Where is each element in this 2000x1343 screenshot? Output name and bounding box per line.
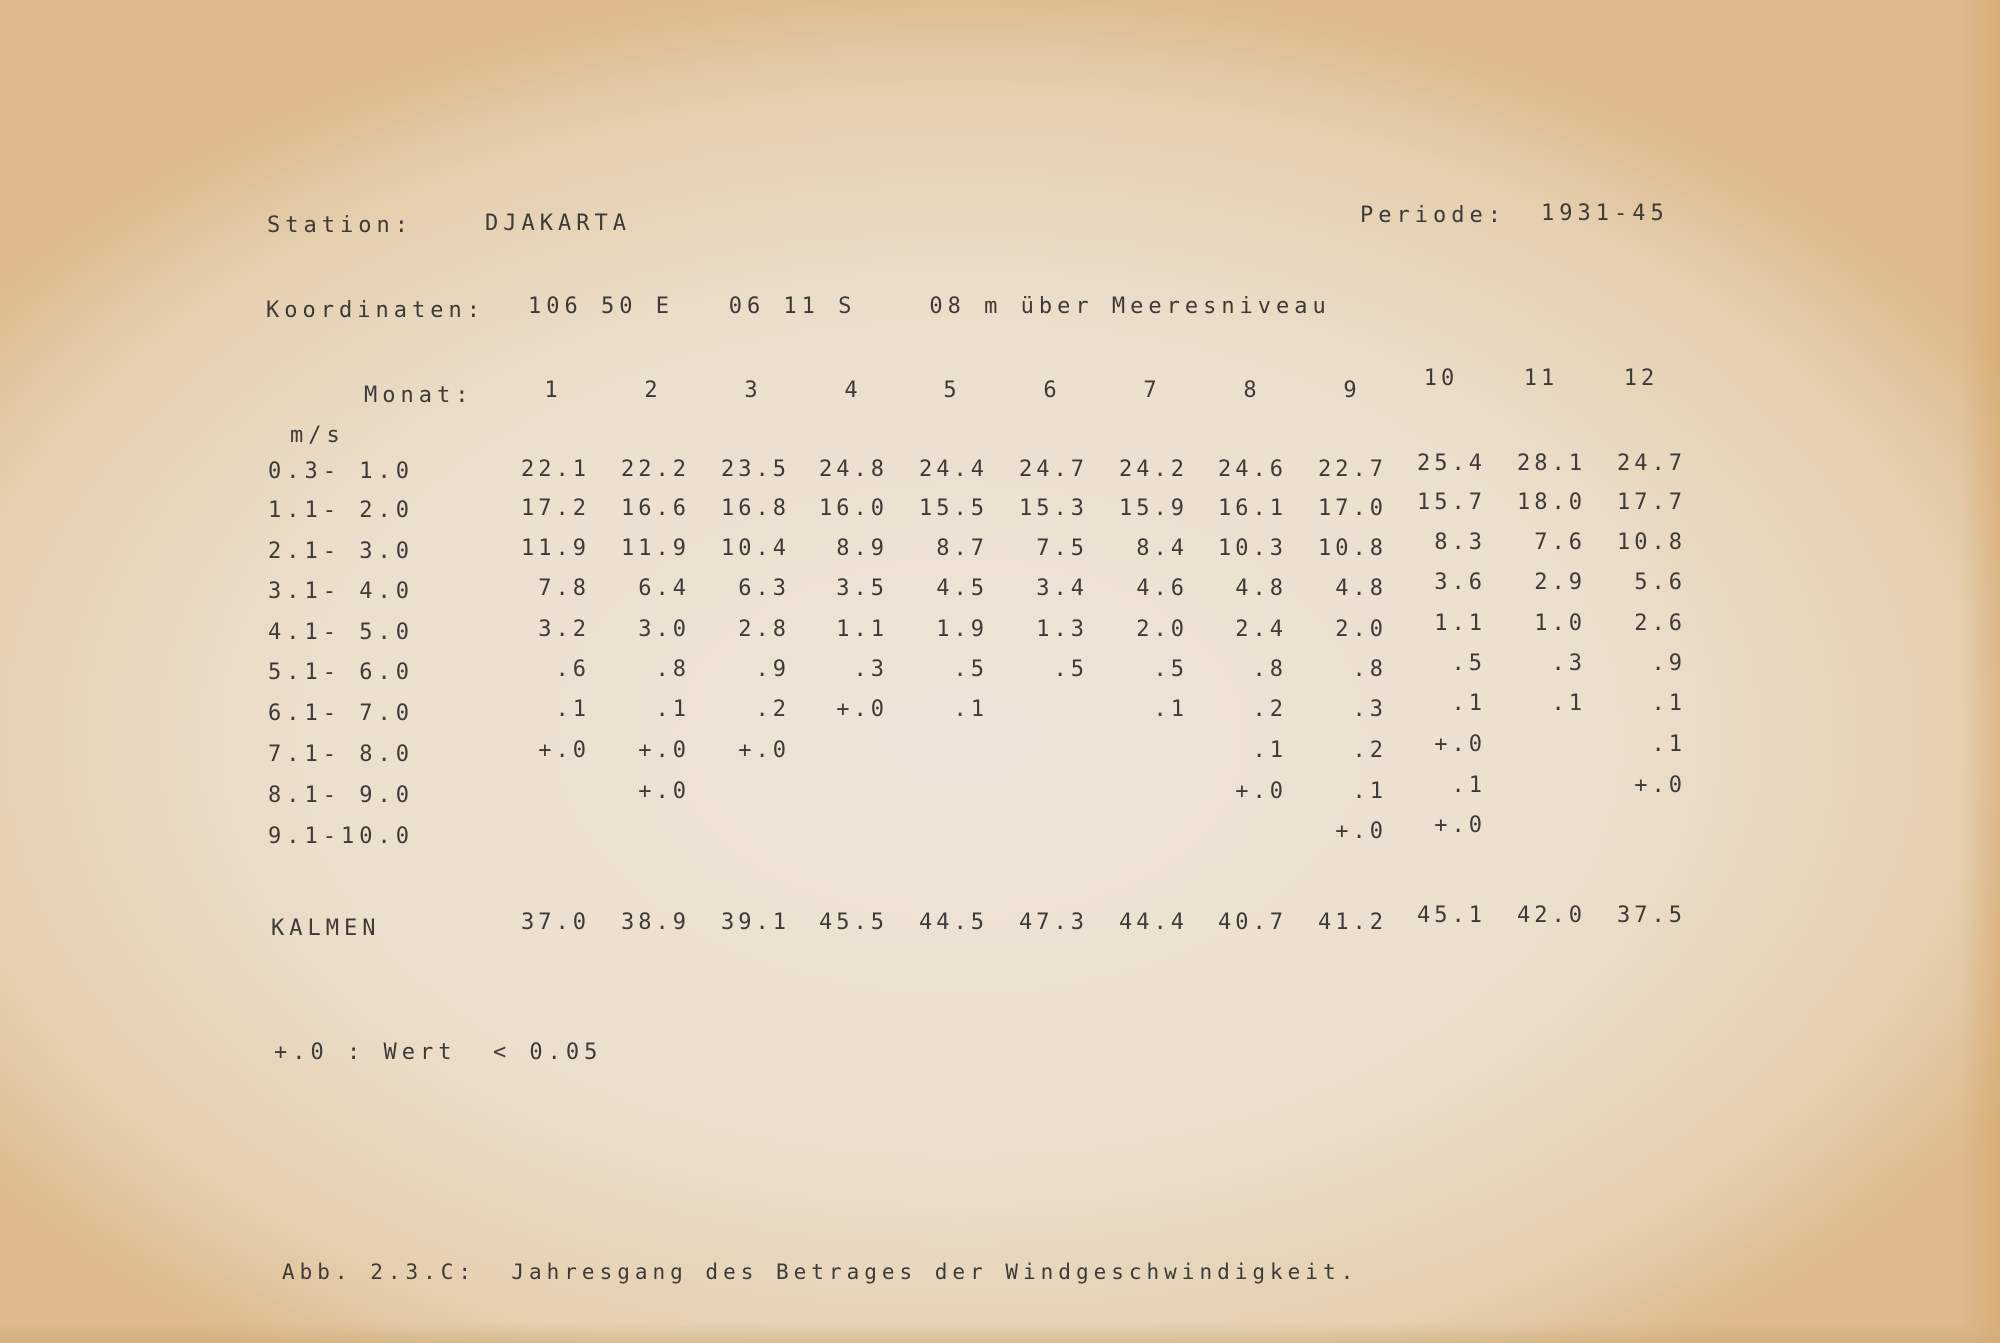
paper-edge-shadow xyxy=(1960,0,2000,1343)
table-cell: 15.3 xyxy=(1019,495,1088,521)
calm-value: 45.1 xyxy=(1417,903,1486,928)
table-cell: 5.6 xyxy=(1634,570,1686,596)
calm-value: 42.0 xyxy=(1517,903,1586,928)
footnote: +.0 : Wert < 0.05 xyxy=(274,1040,603,1065)
month-header: 8 xyxy=(1243,378,1261,403)
calm-value: 37.0 xyxy=(521,910,590,935)
table-cell: 15.5 xyxy=(919,495,988,521)
speed-range-label: 4.1- 5.0 xyxy=(268,620,414,645)
unit-label: m/s xyxy=(290,423,345,448)
month-header: 6 xyxy=(1043,378,1061,403)
table-cell: .1 xyxy=(555,697,590,723)
table-cell: 1.0 xyxy=(1534,610,1586,636)
table-cell: 3.4 xyxy=(1036,576,1088,602)
table-cell: 24.7 xyxy=(1019,457,1088,482)
table-cell: 16.6 xyxy=(621,495,690,521)
speed-range-label: 1.1- 2.0 xyxy=(268,498,414,523)
table-cell: 15.7 xyxy=(1417,489,1486,515)
table-cell: 1.9 xyxy=(936,616,988,642)
table-cell: .9 xyxy=(755,656,790,682)
table-cell: 7.8 xyxy=(538,576,590,602)
table-cell: 8.9 xyxy=(836,536,888,562)
table-cell: .3 xyxy=(1551,650,1586,676)
table-cell: 1.3 xyxy=(1036,616,1088,642)
calm-value: 38.9 xyxy=(621,910,690,935)
station-label: Station: xyxy=(267,213,413,238)
table-cell: .5 xyxy=(1053,656,1088,682)
speed-range-label: 3.1- 4.0 xyxy=(268,579,414,604)
calm-value: 45.5 xyxy=(819,910,888,935)
table-cell: 3.2 xyxy=(538,616,590,642)
table-cell: +.0 xyxy=(836,697,888,723)
table-cell: .5 xyxy=(1153,656,1188,682)
table-cell: .3 xyxy=(853,656,888,682)
month-header: 5 xyxy=(943,378,961,403)
table-cell: 10.3 xyxy=(1218,536,1287,562)
table-cell: .1 xyxy=(1551,691,1586,717)
table-cell: +.0 xyxy=(638,737,690,763)
table-cell: .1 xyxy=(1352,778,1387,804)
table-cell: 24.7 xyxy=(1617,451,1686,476)
calm-value: 41.2 xyxy=(1318,910,1387,935)
table-cell: 16.8 xyxy=(721,495,790,521)
speed-range-label: 7.1- 8.0 xyxy=(268,742,414,767)
table-cell: 24.2 xyxy=(1119,457,1188,482)
month-header: 3 xyxy=(744,378,762,403)
table-cell: 8.7 xyxy=(936,536,988,562)
period-value: 1931-45 xyxy=(1541,201,1669,226)
table-cell: .1 xyxy=(1252,737,1287,763)
table-cell: 11.9 xyxy=(621,536,690,562)
table-cell: 15.9 xyxy=(1119,495,1188,521)
table-cell: 1.1 xyxy=(836,616,888,642)
table-cell: .8 xyxy=(1252,656,1287,682)
table-cell: .1 xyxy=(953,697,988,723)
month-header: 2 xyxy=(644,378,662,403)
speed-range-label: 6.1- 7.0 xyxy=(268,701,414,726)
table-cell: 4.6 xyxy=(1136,576,1188,602)
station-name: DJAKARTA xyxy=(485,211,631,236)
calm-value: 44.4 xyxy=(1119,910,1188,935)
speed-range-label: 9.1-10.0 xyxy=(268,824,414,849)
speed-range-label: 8.1- 9.0 xyxy=(268,783,414,808)
table-cell: .1 xyxy=(1651,691,1686,717)
table-cell: .1 xyxy=(1451,772,1486,798)
month-header: 1 xyxy=(544,378,562,403)
speed-range-label: 0.3- 1.0 xyxy=(268,459,414,484)
paper-bottom-shadow xyxy=(0,1323,2000,1343)
table-cell: .5 xyxy=(953,656,988,682)
table-cell: 24.4 xyxy=(919,457,988,482)
coordinates-label: Koordinaten: xyxy=(266,298,485,323)
table-cell: 2.0 xyxy=(1335,616,1387,642)
coordinates-value: 106 50 E 06 11 S 08 m über Meeresniveau xyxy=(528,294,1331,319)
calm-value: 40.7 xyxy=(1218,910,1287,935)
table-cell: 2.8 xyxy=(738,616,790,642)
month-header: 12 xyxy=(1623,366,1659,391)
table-cell: .1 xyxy=(655,697,690,723)
table-cell: 10.8 xyxy=(1617,530,1686,556)
table-cell: 6.4 xyxy=(638,576,690,602)
table-cell: 28.1 xyxy=(1517,451,1586,476)
speed-range-label: 2.1- 3.0 xyxy=(268,539,414,564)
table-cell: 3.6 xyxy=(1434,570,1486,596)
table-cell: 2.4 xyxy=(1235,616,1287,642)
table-cell: 16.0 xyxy=(819,495,888,521)
table-cell: 4.8 xyxy=(1335,576,1387,602)
month-header: 7 xyxy=(1143,378,1161,403)
table-cell: 4.8 xyxy=(1235,576,1287,602)
month-header: 10 xyxy=(1423,366,1459,391)
table-cell: 10.8 xyxy=(1318,536,1387,562)
table-cell: 4.5 xyxy=(936,576,988,602)
table-cell: 11.9 xyxy=(521,536,590,562)
month-header: 9 xyxy=(1343,378,1361,403)
table-cell: 2.0 xyxy=(1136,616,1188,642)
table-cell: .8 xyxy=(1352,656,1387,682)
table-cell: 17.2 xyxy=(521,495,590,521)
table-cell: 17.7 xyxy=(1617,489,1686,515)
table-cell: .2 xyxy=(1252,697,1287,723)
table-cell: +.0 xyxy=(1634,772,1686,798)
speed-range-label: 5.1- 6.0 xyxy=(268,660,414,685)
table-cell: .1 xyxy=(1153,697,1188,723)
table-cell: 3.5 xyxy=(836,576,888,602)
table-cell: 25.4 xyxy=(1417,451,1486,476)
table-cell: 2.9 xyxy=(1534,570,1586,596)
calm-value: 44.5 xyxy=(919,910,988,935)
table-cell: +.0 xyxy=(1434,731,1486,757)
table-cell: 17.0 xyxy=(1318,495,1387,521)
table-cell: 22.1 xyxy=(521,457,590,482)
calm-value: 37.5 xyxy=(1617,903,1686,928)
calm-label: KALMEN xyxy=(271,916,381,941)
table-cell: .9 xyxy=(1651,650,1686,676)
calm-value: 47.3 xyxy=(1019,910,1088,935)
table-cell: .8 xyxy=(655,656,690,682)
table-cell: .2 xyxy=(1352,737,1387,763)
table-cell: .3 xyxy=(1352,697,1387,723)
period-label: Periode: xyxy=(1360,203,1506,228)
table-cell: +.0 xyxy=(738,737,790,763)
table-cell: 10.4 xyxy=(721,536,790,562)
table-cell: 1.1 xyxy=(1434,610,1486,636)
table-cell: 22.2 xyxy=(621,457,690,482)
table-cell: 7.6 xyxy=(1534,530,1586,556)
calm-value: 39.1 xyxy=(721,910,790,935)
table-cell: .5 xyxy=(1451,650,1486,676)
table-cell: .2 xyxy=(755,697,790,723)
table-cell: 16.1 xyxy=(1218,495,1287,521)
figure-caption: Abb. 2.3.C: Jahresgang des Betrages der Windgeschwindigkeit. xyxy=(282,1260,1359,1284)
table-cell: .1 xyxy=(1451,691,1486,717)
table-cell: 23.5 xyxy=(721,457,790,482)
table-cell: .1 xyxy=(1651,731,1686,757)
table-cell: 24.6 xyxy=(1218,457,1287,482)
table-cell: 3.0 xyxy=(638,616,690,642)
month-header: 11 xyxy=(1523,366,1559,391)
table-cell: +.0 xyxy=(1335,819,1387,845)
table-cell: 7.5 xyxy=(1036,536,1088,562)
table-cell: 2.6 xyxy=(1634,610,1686,636)
table-cell: 18.0 xyxy=(1517,489,1586,515)
table-cell: +.0 xyxy=(538,737,590,763)
month-header: 4 xyxy=(844,378,862,403)
table-cell: 8.3 xyxy=(1434,530,1486,556)
month-label: Monat: xyxy=(364,383,474,408)
table-cell: 6.3 xyxy=(738,576,790,602)
table-cell: 24.8 xyxy=(819,457,888,482)
table-cell: .6 xyxy=(555,656,590,682)
table-cell: 8.4 xyxy=(1136,536,1188,562)
table-cell: +.0 xyxy=(1235,778,1287,804)
table-cell: +.0 xyxy=(638,778,690,804)
table-cell: 22.7 xyxy=(1318,457,1387,482)
table-cell: +.0 xyxy=(1434,813,1486,839)
